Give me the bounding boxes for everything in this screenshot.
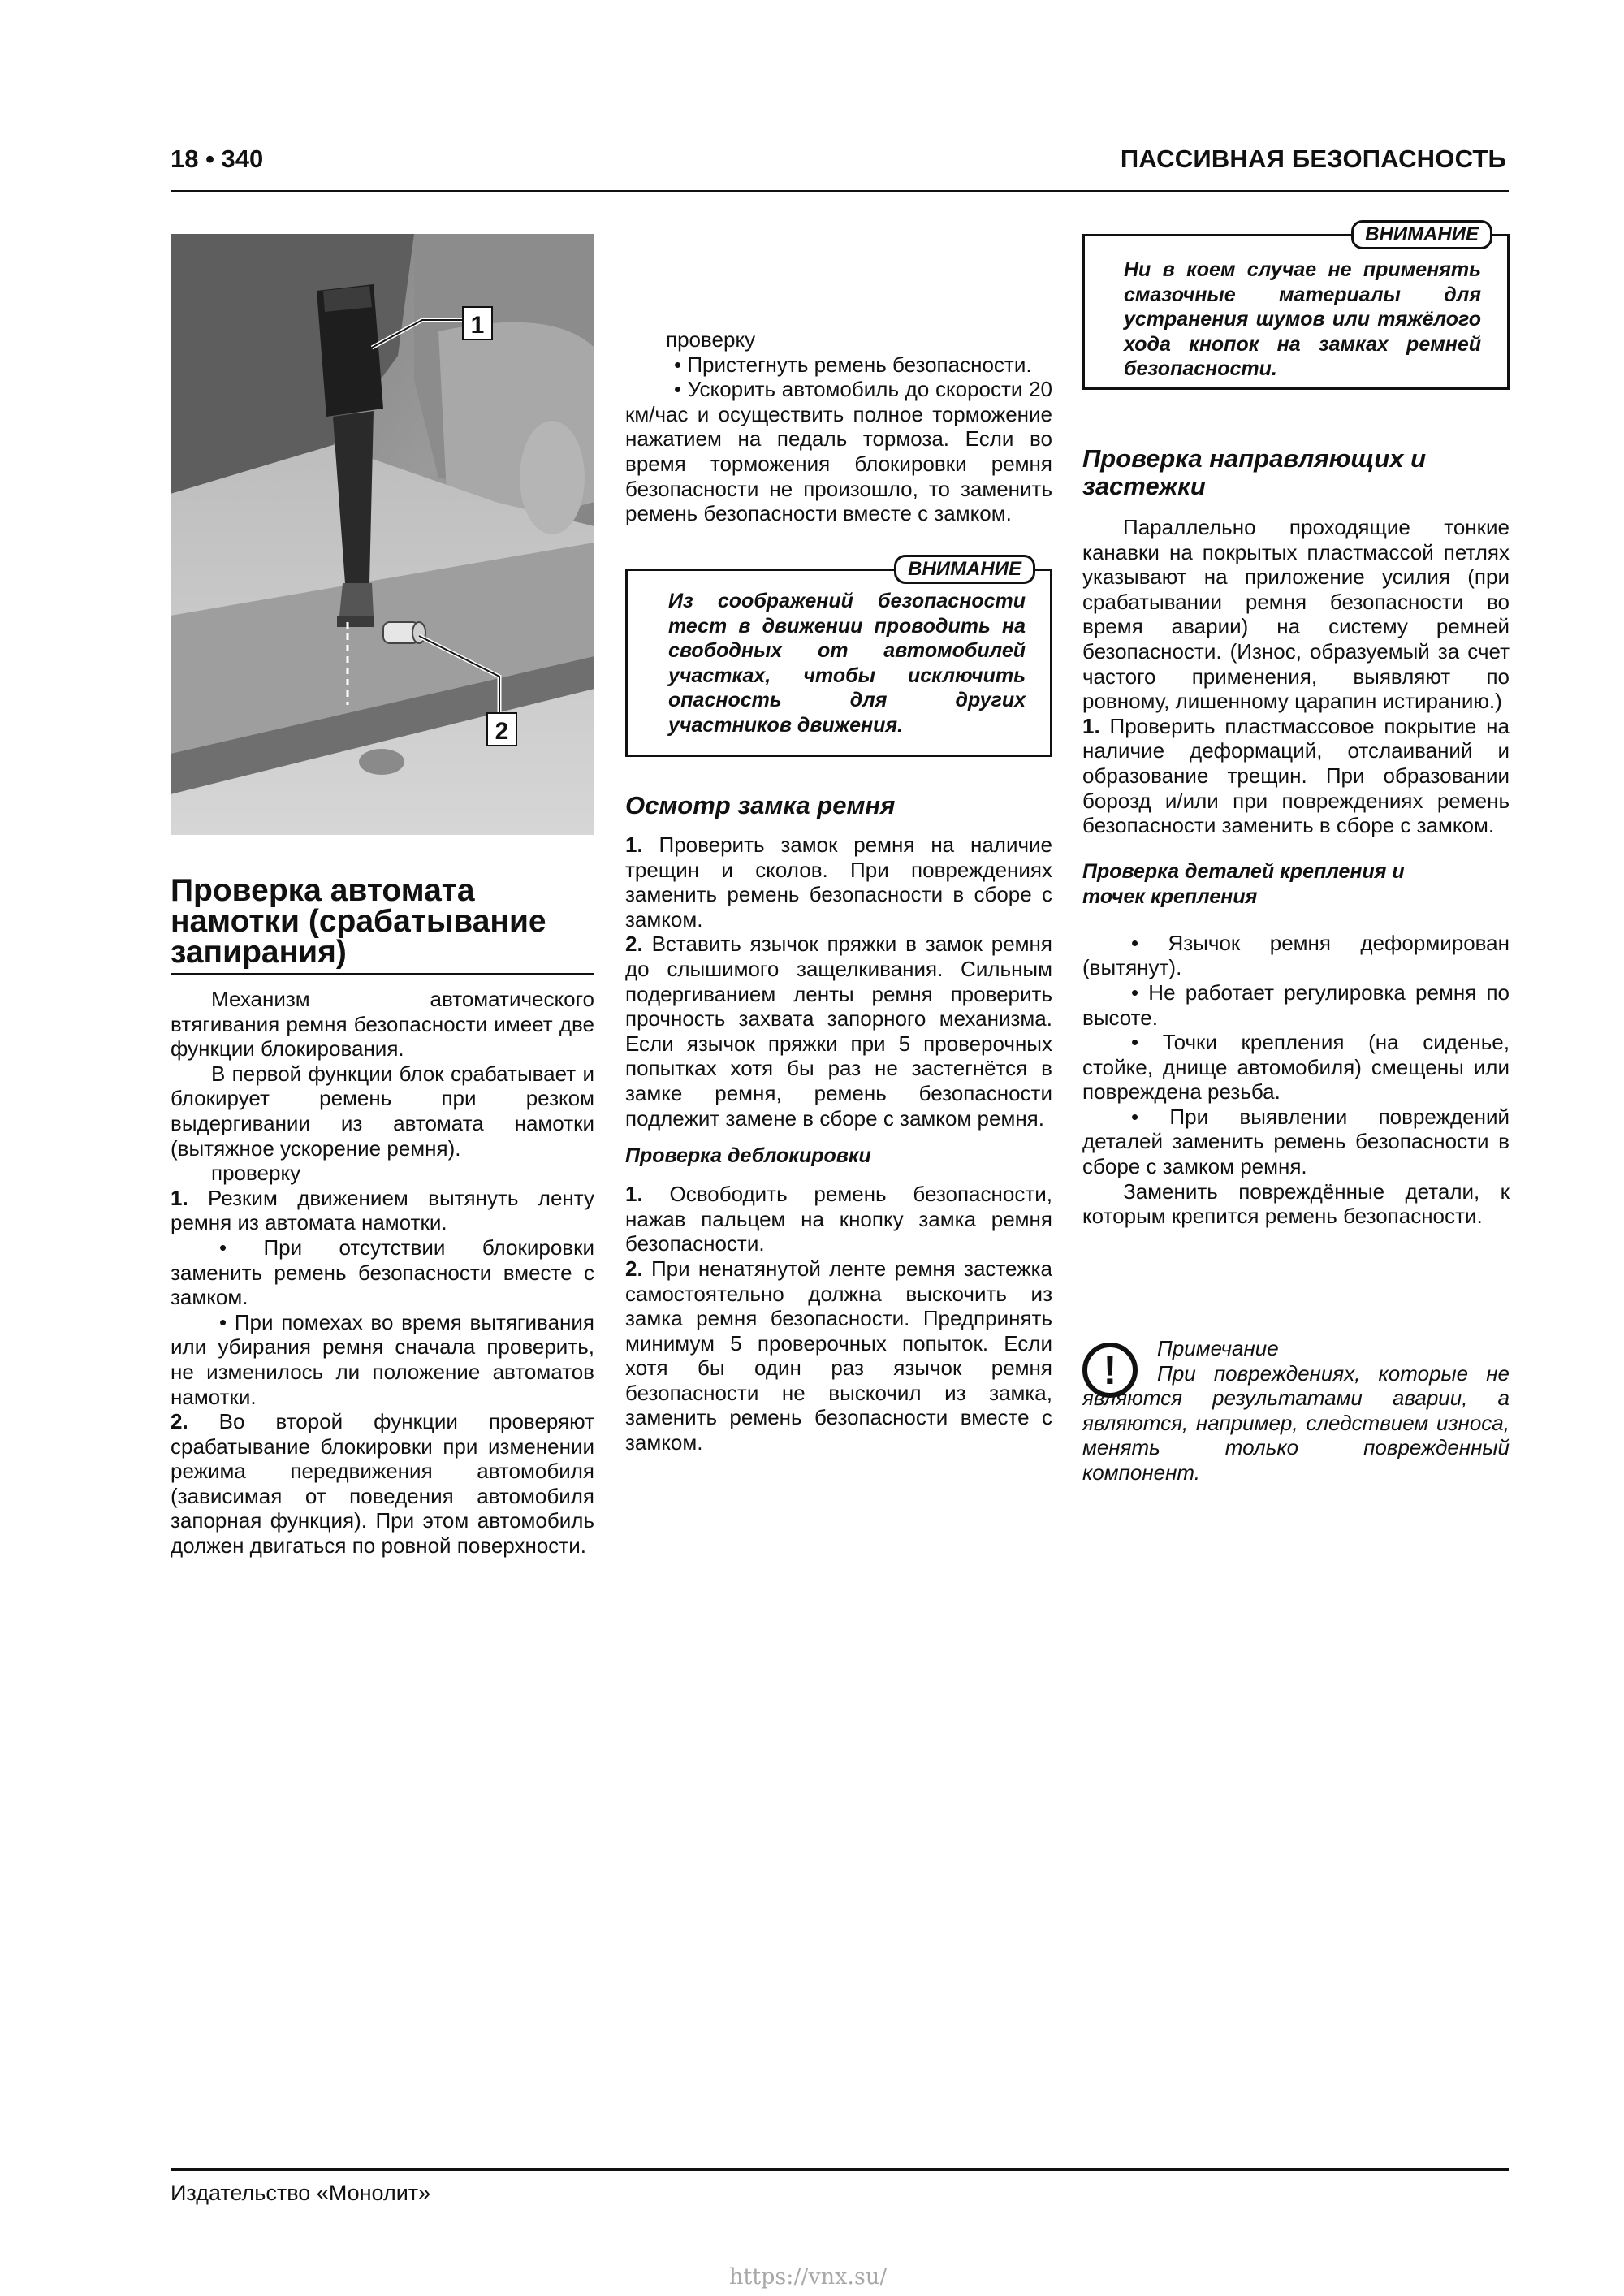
step-2 — [171, 1409, 594, 1559]
section-title: ПАССИВНАЯ БЕЗОПАСНОСТЬ — [1120, 145, 1506, 173]
subheading-mounting-check: Проверка деталей крепления и точек крепления — [1082, 859, 1405, 908]
note-title: Примечание — [1157, 1336, 1279, 1360]
step-text: Вставить язычок пряжки в замок ремня до слышимого защелкивания. Сильным подергиванием ленты ремня проверить прочность захвата запорного механизма. Если язычок пряжки при 5 проверочных попытках хотя бы раз не застегнётся в замке ремня, ремень безопасности подлежит замене в сборе с замком ремня. — [625, 932, 1052, 1131]
paragraph: Параллельно проходящие тонкие канавки на покрытых пластмассой петлях указывают на приложение усилия (при срабатывании ремня безопасности во время аварии) на систему ремней безопасности. (Износ, образуемый за счет частого применения, выявляют по ровному, лишенному царапин истиранию.) — [1082, 515, 1510, 714]
note-block — [1082, 1336, 1510, 1485]
step-number: 2. — [625, 1256, 643, 1281]
step-1 — [625, 1182, 1052, 1256]
publisher-name: Издательство «Монолит» — [171, 2181, 431, 2205]
warning-label: ВНИМАНИЕ — [1351, 220, 1492, 249]
warning-text: Из соображений безопасности тест в движении проводить на свободных от автомобилей участках, чтобы исключить опасность для других участников движения. — [668, 590, 1026, 737]
bullet-item: • Не работает регулировка ремня по высоте. — [1082, 979, 1510, 1030]
step-text: Проверить пластмассовое покрытие на наличие деформаций, отслаиваний и образование трещин. При образовании борозд и/или при повреждениях ремень безопасности заменить в сборе с замком. — [1082, 713, 1510, 838]
header-rule — [171, 190, 1509, 192]
right-column — [1082, 445, 1510, 1229]
heading-buckle-inspection: Осмотр замка ремня — [625, 791, 896, 819]
warning-box — [625, 558, 1052, 757]
callout-1: 1 — [470, 312, 485, 339]
callout-2: 2 — [495, 718, 509, 745]
note-text: При повреждениях, которые не являются результатами аварии, а являются, например, следствием износа, менять только поврежденный компонент. — [1082, 1360, 1510, 1485]
step-2 — [625, 1256, 1052, 1455]
step-text: Проверить замок ремня на наличие трещин и сколов. При повреждениях заменить ремень безопасности в сборе с замком. — [625, 832, 1052, 932]
step-number: 2. — [625, 932, 643, 957]
step-text: Освободить ремень безопасности, нажав пальцем на кнопку замка ремня безопасности. — [625, 1182, 1052, 1256]
paragraph: проверку — [211, 1161, 301, 1186]
step-1 — [171, 1186, 594, 1235]
exclamation-icon: ! — [1082, 1343, 1138, 1398]
watermark-link[interactable]: https://vnx.su/ — [729, 2264, 888, 2290]
step-number: 2. — [171, 1409, 188, 1434]
middle-column-lower — [625, 792, 1052, 1455]
step-text: Во второй функции проверяют срабатывание блокировки при изменении режима передвижения автомобиля (зависимая от поведения автомобиля запорная функция). При этом автомобиль должен двигаться по ровной поверхности. — [171, 1409, 594, 1559]
paragraph: проверку — [666, 327, 756, 352]
middle-column — [625, 227, 1052, 526]
step-2 — [625, 932, 1052, 1131]
bullet-item: • При выявлении повреждений деталей заменить ремень безопасности в сборе с замком ремня. — [1082, 1104, 1510, 1179]
step-1 — [1082, 714, 1510, 838]
bullet-item: • При помехах во время вытягивания или убирания ремня сначала проверить, не изменилось ли положение автоматов намотки. — [171, 1309, 594, 1409]
step-1 — [625, 832, 1052, 932]
page-number: 18 • 340 — [171, 145, 264, 173]
bullet-item: • Точки крепления (на сиденье, стойке, днище автомобиля) смещены или повреждена резьба. — [1082, 1030, 1510, 1105]
seatbelt-buckle-photo — [171, 234, 594, 835]
heading-guides-check: Проверка направляющих и застежки — [1082, 444, 1427, 500]
step-text: Резким движением вытянуть ленту ремня из автомата намотки. — [171, 1185, 594, 1235]
step-number: 1. — [625, 1182, 643, 1207]
step-number: 1. — [625, 832, 643, 857]
warning-label: ВНИМАНИЕ — [894, 555, 1035, 584]
heading-rule — [171, 973, 594, 975]
step-number: 1. — [171, 1185, 188, 1210]
bullet-item: • Язычок ремня деформирован (вытянут). — [1082, 930, 1510, 980]
warning-box — [1082, 223, 1510, 390]
heading-retractor-check: Проверка автомата намотки (срабатывание запирания) — [171, 873, 546, 970]
warning-text: Ни в коем случае не применять смазочные материалы для устранения шумов или тяжёлого хода кнопок на замках ремней безопасности. — [1124, 258, 1481, 381]
paragraph: Механизм автоматического втягивания ремня безопасности имеет две функции блокирования. — [171, 987, 594, 1062]
paragraph: В первой функции блок срабатывает и блокирует ремень при резком выдергивании из автомата намотки (вытяжное ускорение ремня). — [171, 1061, 594, 1161]
left-column — [171, 873, 594, 1559]
step-text: При ненатянутой ленте ремня застежка самостоятельно должна выскочить из замка ремня безопасности. Предпринять минимум 5 проверочных попыток. Если хотя бы один раз язычок ремня безопасности не выскочил из замка, заменить ремень безопасности вместе с замком. — [625, 1256, 1052, 1455]
bullet-item: • Пристегнуть ремень безопасности. — [674, 352, 1032, 377]
bullet-item: • Ускорить автомобиль до скорости 20 км/час и осуществить полное торможение нажатием на педаль тормоза. Если во время торможения блокировки ремня безопасности не произошло, то заменить ремень безопасности вместе с замком. — [625, 377, 1052, 526]
bullet-item: • При отсутствии блокировки заменить ремень безопасности вместе с замком. — [171, 1234, 594, 1310]
step-number: 1. — [1082, 713, 1100, 738]
footer-rule — [171, 2168, 1509, 2171]
subheading-release-check: Проверка деблокировки — [625, 1144, 871, 1168]
paragraph: Заменить повреждённые детали, к которым крепится ремень безопасности. — [1082, 1178, 1510, 1229]
